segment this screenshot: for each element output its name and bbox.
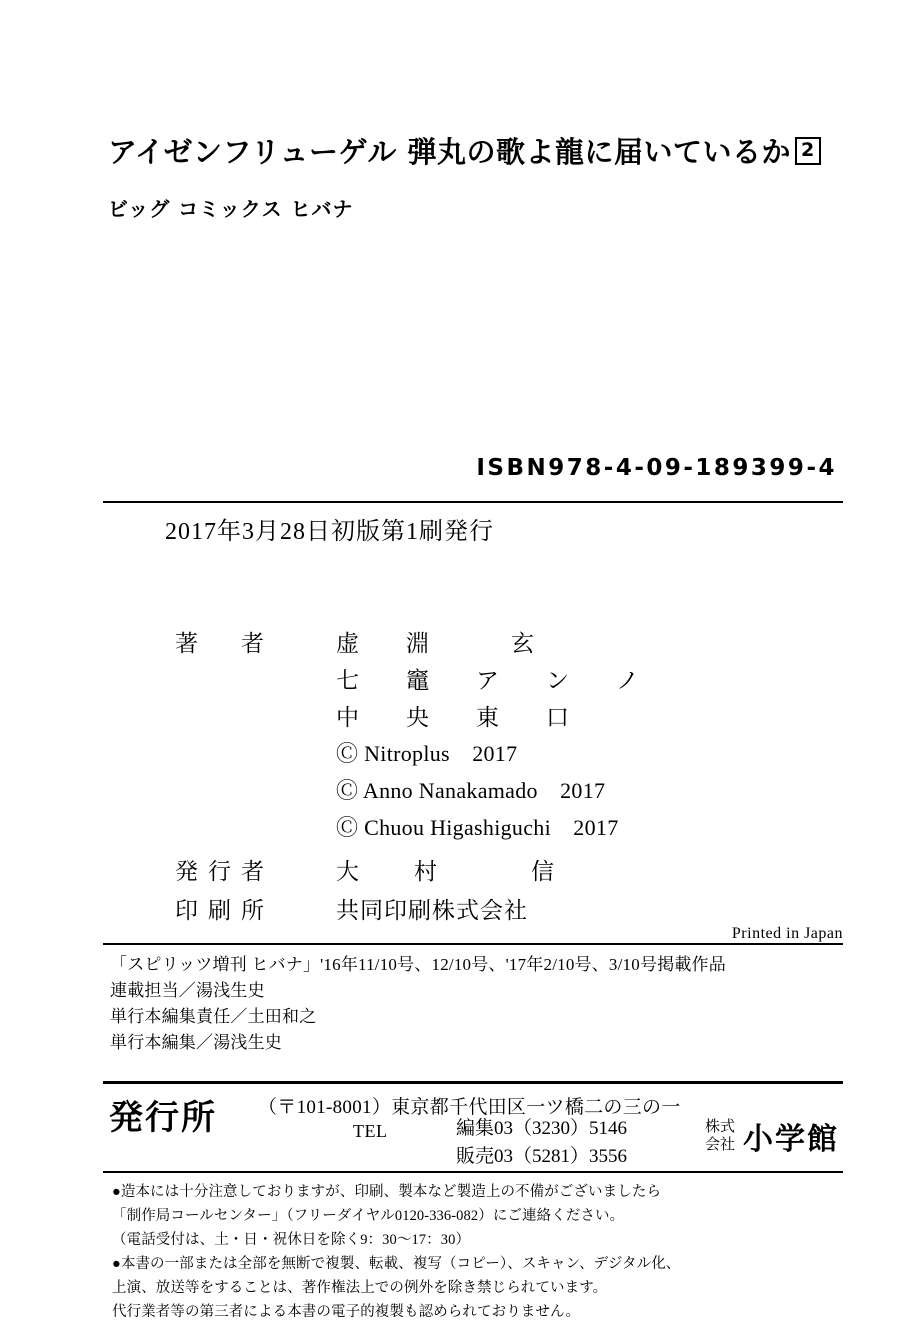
page-title [108, 130, 838, 171]
author-name: 虚 淵 玄 [336, 631, 546, 656]
credit-row [103, 853, 843, 886]
main-title-text: アイゼンフリューゲル 弾丸の歌よ龍に届いているか [108, 135, 792, 169]
printed-in-japan: Printed in Japan [731, 925, 843, 942]
publisher-phones [456, 1115, 627, 1170]
legal-line: ●造本には十分注意しておりますが、印刷、製本など製造上の不備がございましたら [112, 1184, 662, 1200]
divider-lower [103, 1081, 843, 1084]
company-prefix [705, 1118, 735, 1154]
credit-row [103, 892, 843, 925]
publisher-address: （〒101-8001）東京都千代田区一ツ橋二の三の一 [258, 1097, 681, 1118]
company-prefix-line2: 会社 [704, 1137, 735, 1153]
publisher-block-label: 発行所 [109, 1100, 217, 1137]
tel-label: TEL [353, 1121, 388, 1141]
copyright-line: Ⓒ Anno Nanakamado 2017 [336, 777, 606, 803]
note-line: 「スピリッツ増刊 ヒバナ」'16年11/10号、12/10号、'17年2/10号、3/10号掲載作品 [110, 955, 726, 974]
author-name: 中 央 東 口 [336, 705, 581, 730]
legal-line: 「制作局コールセンター」（フリーダイヤル0120-336-082）にご連絡ください。 [112, 1208, 625, 1225]
divider-top [103, 501, 843, 503]
publisher-name: 大 村 信 [336, 858, 570, 884]
credit-row [103, 699, 843, 732]
divider-middle [103, 943, 843, 945]
legal-line: ●本書の一部または全部を無断で複製、転載、複写（コピー）、スキャン、デジタル化、 [112, 1256, 681, 1273]
legal-line: （電話受付は、土・日・祝休日を除く9：30〜17：30） [112, 1232, 471, 1249]
divider-bottom [103, 1171, 843, 1173]
legal-notice [112, 1180, 680, 1324]
imprint-label: ビッグ コミックス ヒバナ [108, 197, 354, 221]
phone-editorial: 編集03（3230）5146 [456, 1118, 628, 1139]
credits-table [103, 625, 843, 942]
note-line: 連載担当／湯浅生史 [110, 981, 265, 1000]
publisher-label: 発行者 [175, 858, 274, 884]
company-mark [705, 1114, 839, 1158]
isbn-text: ISBN978-4-09-189399-4 [476, 455, 837, 481]
credit-row [103, 662, 843, 695]
legal-line: 上演、放送等をすることは、著作権法上での例外を除き禁じられています。 [112, 1280, 608, 1297]
phone-sales: 販売03（5281）3556 [456, 1145, 628, 1167]
credit-row [103, 625, 843, 658]
title-block [108, 130, 838, 222]
publisher-block [103, 1088, 843, 1168]
note-line: 単行本編集／湯浅生史 [110, 1033, 282, 1052]
serialization-notes [110, 952, 726, 1056]
copyright-line: Ⓒ Chuou Higashiguchi 2017 [336, 814, 619, 840]
legal-line: 代行業者等の第三者による本書の電子的複製も認められておりません。 [112, 1304, 581, 1321]
copyright-line: Ⓒ Nitroplus 2017 [336, 741, 518, 766]
printer-name: 共同印刷株式会社 [336, 897, 528, 923]
company-prefix-line1: 株式 [704, 1119, 735, 1135]
author-name: 七 竈 ア ン ノ [336, 668, 651, 693]
author-label: 著 者 [175, 631, 274, 656]
note-line: 単行本編集責任／土田和之 [110, 1007, 317, 1026]
company-name: 小学館 [743, 1123, 839, 1156]
print-date: 2017年3月28日初版第1刷発行 [165, 519, 494, 545]
printer-label: 印刷所 [175, 897, 274, 923]
volume-badge: 2 [795, 137, 821, 165]
